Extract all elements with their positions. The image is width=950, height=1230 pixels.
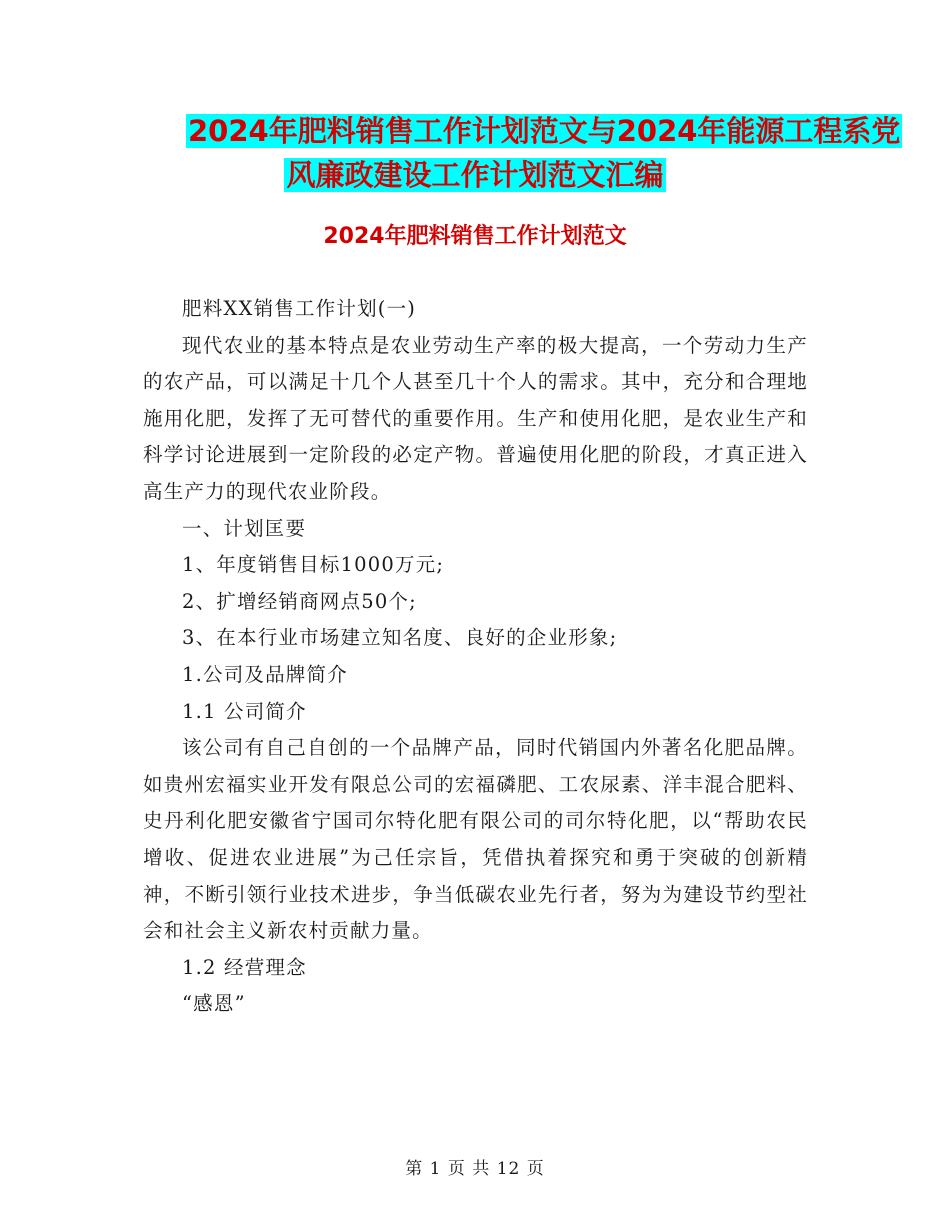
document-title-text-2: 风廉政建设工作计划范文汇编 [286,158,664,192]
page-footer: 第 1 页 共 12 页 [405,1159,545,1179]
document-title-text-1: 2024年肥料销售工作计划范文与2024年能源工程系党 [188,114,901,148]
paragraph-gratitude: “感恩” [182,992,246,1016]
paragraph-company-brand: 1.公司及品牌简介 [182,662,348,686]
paragraph-item-2: 2、扩增经销商网点50个; [182,589,417,613]
paragraph-item-3: 3、在本行业市场建立知名度、良好的企业形象; [182,626,618,650]
paragraph-plan-heading: 肥料XX销售工作计划(一) [182,297,417,320]
paragraph-intro: 现代农业的基本特点是农业劳动生产率的极大提高，一个劳动力生产的农产品，可以满足十几个人甚至几十个人的需求。其中，充分和合理地施用化肥，发挥了无可替代的重要作用。生产和使用化肥，是农业生产和科学讨论进展到一定阶段的必定产物。普遍使用化肥的阶段，才真正进入高生产力的现代农业阶段。 [143,333,808,503]
paragraph-philosophy-heading: 1.2 经营理念 [182,955,307,979]
document-title-line-1 [186,112,902,150]
paragraph-item-1: 1、年度销售目标1000万元; [182,553,445,577]
paragraph-company-intro-heading: 1.1 公司简介 [182,699,307,723]
paragraph-company-intro: 该公司有自己自创的一个品牌产品，同时代销国内外著名化肥品牌。如贵州宏福实业开发有限总公司的宏福磷肥、工农尿素、洋丰混合肥料、史丹利化肥安徽省宁国司尔特化肥有限公司的司尔特化肥，以“帮助农民增收、促进农业进展”为己任宗旨，凭借执着探究和勇于突破的创新精神，不断引领行业技术进步，争当低碳农业先行者，努为为建设节约型社会和社会主义新农村贡献力量。 [143,736,808,943]
document-body [143,291,808,1023]
paragraph-plan-summary: 一、计划匡要 [182,516,307,540]
section-title: 2024年肥料销售工作计划范文 [323,224,627,249]
document-title-line-2 [0,156,950,194]
